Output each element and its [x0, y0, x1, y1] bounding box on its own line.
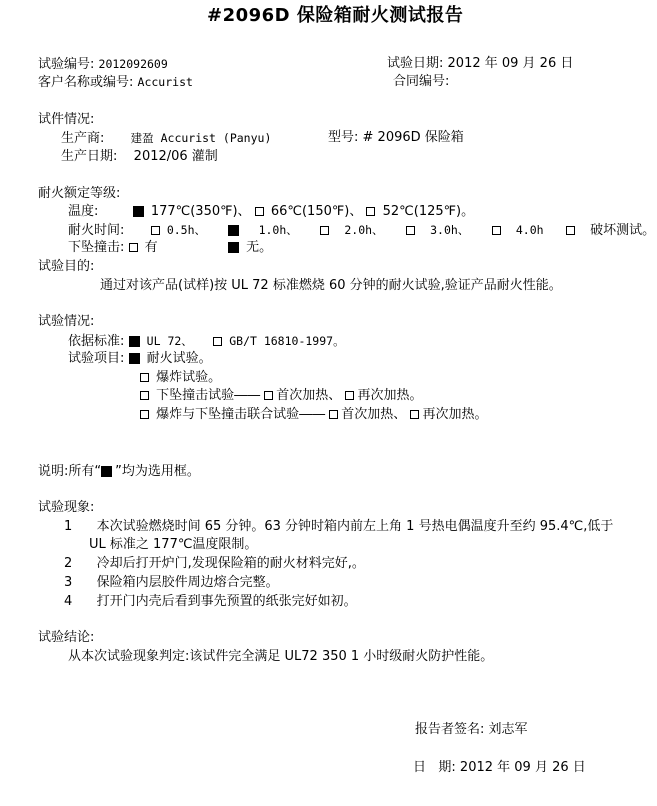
- conclusion-text: 从本次试验现象判定:该试件完全满足 UL72 350 1 小时级耐火防护性能。: [68, 649, 494, 664]
- production-date: 生产日期: 2012/06 灌制: [61, 149, 218, 164]
- model: 型号: # 2096D 保险箱: [328, 130, 464, 145]
- fire-time-row: 耐火时间: 0.5h、 1.0h、 2.0h、 3.0h、 4.0h 破坏测试。: [68, 223, 656, 238]
- observation-3: 3 保险箱内层胶件周边熔合完整。: [64, 575, 279, 590]
- rating-heading: 耐火额定等级:: [38, 186, 121, 201]
- temp-checkbox-2[interactable]: [255, 207, 264, 216]
- test-number: 试验编号: 2012092609: [38, 57, 168, 72]
- drop-checkbox-yes[interactable]: [129, 243, 138, 252]
- drop-checkbox-no[interactable]: [228, 242, 239, 253]
- conditions-heading: 试验情况:: [38, 314, 95, 329]
- time-checkbox-6[interactable]: [566, 226, 575, 235]
- manufacturer: 生产商: 建盈 Accurist (Panyu): [61, 131, 272, 146]
- report-title: #2096D 保险箱耐火测试报告: [207, 5, 464, 26]
- signature-date: 日 期: 2012 年 09 月 26 日: [413, 760, 586, 775]
- conclusion-heading: 试验结论:: [38, 630, 95, 645]
- test-item-1: 试验项目: 耐火试验。: [68, 351, 212, 366]
- test-date: 试验日期: 2012 年 09 月 26 日: [387, 56, 574, 71]
- purpose-heading: 试验目的:: [38, 259, 95, 274]
- standard-checkbox-gbt[interactable]: [213, 337, 222, 346]
- note: 说明:所有“ ”均为选用框。: [38, 464, 200, 479]
- combined-reheat-checkbox[interactable]: [410, 410, 419, 419]
- item-checkbox-drop[interactable]: [140, 391, 149, 400]
- time-checkbox-3[interactable]: [320, 226, 329, 235]
- time-checkbox-4[interactable]: [406, 226, 415, 235]
- standard-checkbox-ul72[interactable]: [129, 336, 140, 347]
- drop-impact-row: 下坠撞击: 有 无。: [68, 240, 273, 255]
- combined-first-heat-checkbox[interactable]: [329, 410, 338, 419]
- time-checkbox-2[interactable]: [228, 225, 239, 236]
- item-checkbox-explosion[interactable]: [140, 373, 149, 382]
- contract-number-label: 合同编号:: [393, 74, 450, 89]
- temperature-row: 温度: 177℃(350℉)、 66℃(150℉)、 52℃(125℉)。: [68, 204, 475, 219]
- time-checkbox-5[interactable]: [492, 226, 501, 235]
- drop-reheat-checkbox[interactable]: [345, 391, 354, 400]
- purpose-text: 通过对该产品(试样)按 UL 72 标准燃烧 60 分钟的耐火试验,验证产品耐火性能。: [100, 278, 562, 293]
- temp-checkbox-3[interactable]: [366, 207, 375, 216]
- signature: 报告者签名: 刘志军: [415, 722, 528, 737]
- observation-2: 2 冷却后打开炉门,发现保险箱的耐火材料完好,。: [64, 556, 365, 571]
- test-item-3: 下坠撞击试验―― 首次加热、 再次加热。: [140, 388, 422, 404]
- test-item-4: 爆炸与下坠撞击联合试验―― 首次加热、 再次加热。: [140, 407, 487, 423]
- time-checkbox-1[interactable]: [151, 226, 160, 235]
- observation-4: 4 打开门内壳后看到事先预置的纸张完好如初。: [64, 594, 357, 609]
- item-checkbox-fire[interactable]: [129, 353, 140, 364]
- temp-checkbox-1[interactable]: [133, 206, 144, 217]
- sample-checkbox-icon: [101, 466, 112, 477]
- observation-1: 1 本次试验燃烧时间 65 分钟。63 分钟时箱内前左上角 1 号热电偶温度升至约 95.4℃,低于: [64, 519, 614, 534]
- observation-1-cont: UL 标准之 177℃温度限制。: [89, 537, 258, 552]
- standards-row: 依据标准: UL 72、 GB/T 16810-1997。: [68, 334, 345, 349]
- test-item-2: 爆炸试验。: [140, 370, 221, 386]
- sample-heading: 试件情况:: [38, 112, 95, 127]
- client-name: 客户名称或编号: Accurist: [38, 75, 193, 90]
- drop-first-heat-checkbox[interactable]: [264, 391, 273, 400]
- item-checkbox-combined[interactable]: [140, 410, 149, 419]
- observations-heading: 试验现象:: [38, 500, 95, 515]
